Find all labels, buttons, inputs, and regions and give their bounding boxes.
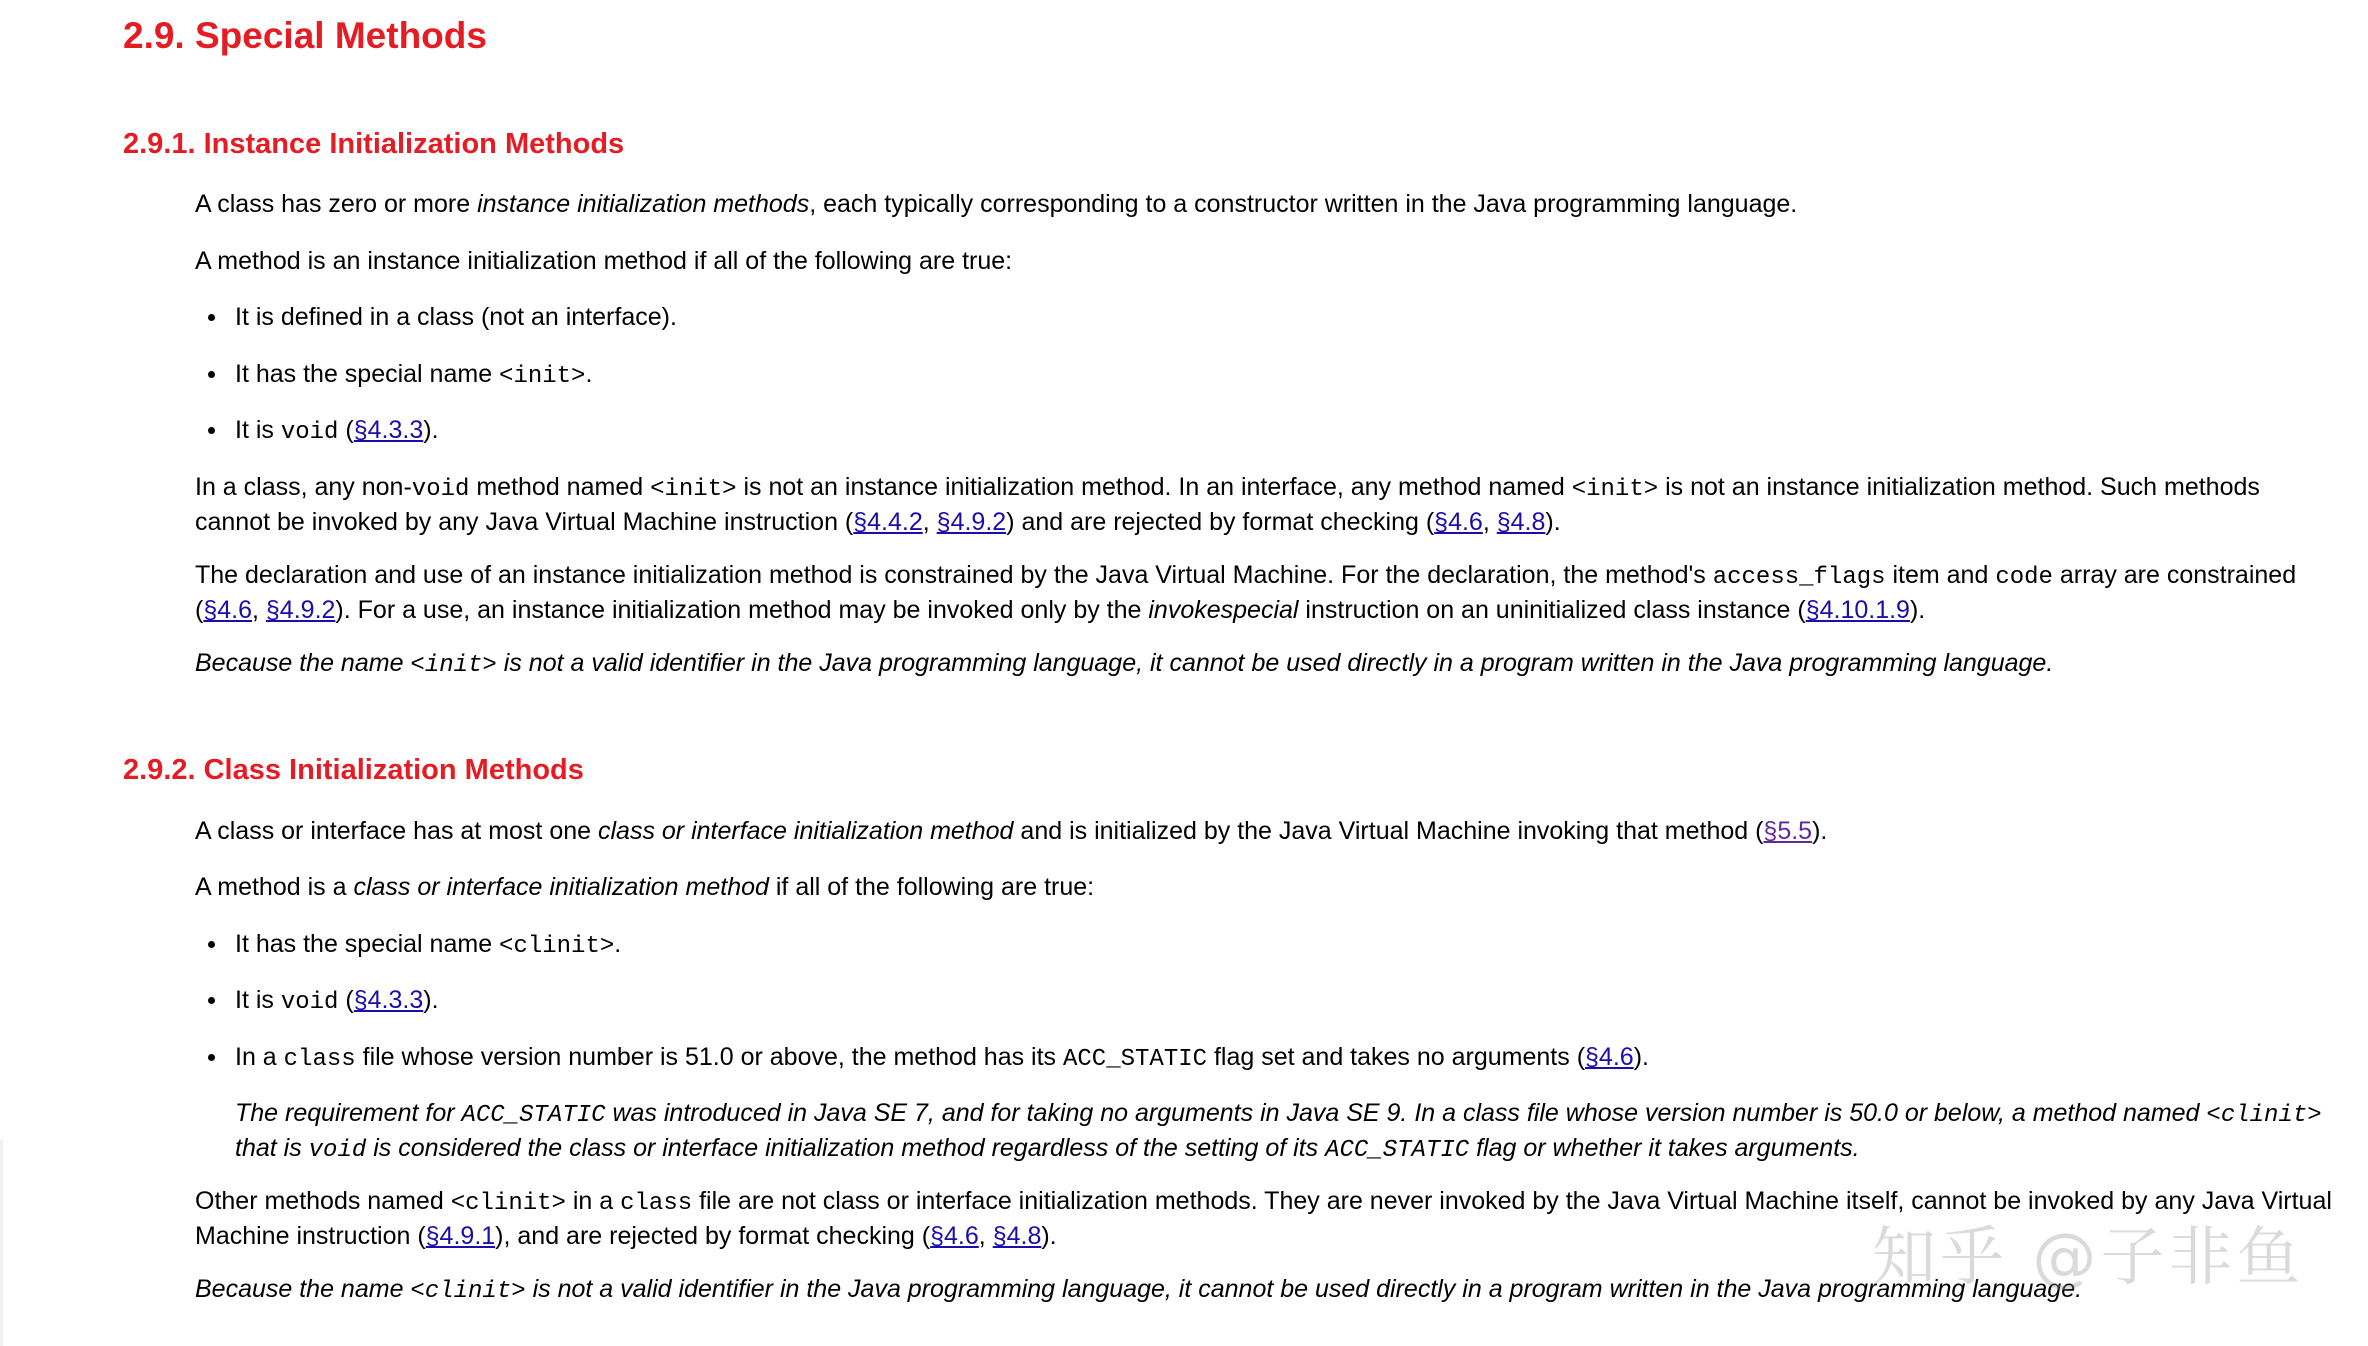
subsection-title-class-init: 2.9.2. Class Initialization Methods	[123, 754, 584, 786]
class-init-conditions-lead: A method is a class or interface initialization method if all of the following are true:	[195, 873, 1095, 901]
section-title: 2.9. Special Methods	[123, 15, 487, 56]
instance-init-conditions-lead: A method is an instance initialization method if all of the following are true:	[195, 247, 1013, 275]
class-init-other-methods: Other methods named <clinit> in a class file are not class or interface initialization methods. They are never invoked by the Java Virtual Machine itself, cannot be invoked by any Java Virtual Machine instruction (§4.9.1), and are rejected by format checking (§4.6, §4.8).	[195, 1187, 2332, 1250]
list-item: It has the special name <clinit>.	[235, 928, 2335, 963]
link-4-8[interactable]: §4.8	[992, 1222, 1042, 1250]
link-4-6[interactable]: §4.6	[1585, 1043, 1634, 1071]
class-init-identifier-note: Because the name <clinit> is not a valid identifier in the Java programming language, it cannot be used directly in a program written in the Java programming language.	[195, 1275, 2083, 1305]
list-item: It has the special name <init>.	[235, 358, 2335, 393]
acc-static-note: The requirement for ACC_STATIC was introduced in Java SE 7, and for taking no arguments in Java SE 9. In a class file whose version number is 50.0 or below, a method named <clinit> that is void is considered the class or interface initialization method regardless of the setting of its ACC_STATIC flag or whether it takes arguments.	[235, 1099, 2322, 1164]
left-edge-divider	[0, 1140, 3, 1346]
link-4-9-1[interactable]: §4.9.1	[425, 1222, 496, 1250]
instance-init-identifier-note: Because the name <init> is not a valid identifier in the Java programming language, it cannot be used directly in a program written in the Java programming language.	[195, 649, 2054, 679]
zhihu-watermark: 知乎 @子非鱼	[1872, 1221, 2305, 1295]
link-4-6[interactable]: §4.6	[1434, 508, 1483, 536]
instance-init-nonvoid-note: In a class, any non-void method named <init> is not an instance initialization method. In an interface, any method named <init> is not an instance initialization method. Such methods cannot be invoked by any Java Virtual Machine instruction (§4.4.2, §4.9.2) and are rejected by format checking (§4.6, §4.8).	[195, 473, 2260, 536]
link-4-3-3[interactable]: §4.3.3	[353, 416, 424, 444]
link-4-4-2[interactable]: §4.4.2	[853, 508, 923, 536]
link-4-6[interactable]: §4.6	[203, 596, 252, 624]
instance-init-intro: A class has zero or more instance initialization methods, each typically corresponding to a constructor written in the Java programming language.	[195, 190, 1798, 218]
link-4-9-2[interactable]: §4.9.2	[936, 508, 1007, 536]
list-item: It is void (§4.3.3).	[235, 984, 2335, 1019]
class-init-intro: A class or interface has at most one class or interface initialization method and is initialized by the Java Virtual Machine invoking that method (§5.5).	[195, 817, 1828, 845]
link-4-10-1-9[interactable]: §4.10.1.9	[1805, 596, 1910, 624]
list-item: It is void (§4.3.3).	[235, 414, 2335, 449]
list-item: In a class file whose version number is 51.0 or above, the method has its ACC_STATIC flag set and takes no arguments (§4.6).	[235, 1041, 2335, 1076]
link-4-8[interactable]: §4.8	[1496, 508, 1546, 536]
subsection-title-instance-init: 2.9.1. Instance Initialization Methods	[123, 128, 625, 160]
instance-init-constraints: The declaration and use of an instance initialization method is constrained by the Java Virtual Machine. For the declaration, the method's access_flags item and code array are constrained (§4.6, §4.9.2). For a use, an instance initialization method may be invoked only by the invokespecial instruction on an uninitialized class instance (§4.10.1.9).	[195, 561, 2297, 624]
link-5-5[interactable]: §5.5	[1763, 817, 1813, 845]
link-4-9-2[interactable]: §4.9.2	[265, 596, 336, 624]
list-item: It is defined in a class (not an interface).	[235, 301, 2335, 333]
link-4-6[interactable]: §4.6	[930, 1222, 979, 1250]
link-4-3-3[interactable]: §4.3.3	[353, 986, 424, 1014]
